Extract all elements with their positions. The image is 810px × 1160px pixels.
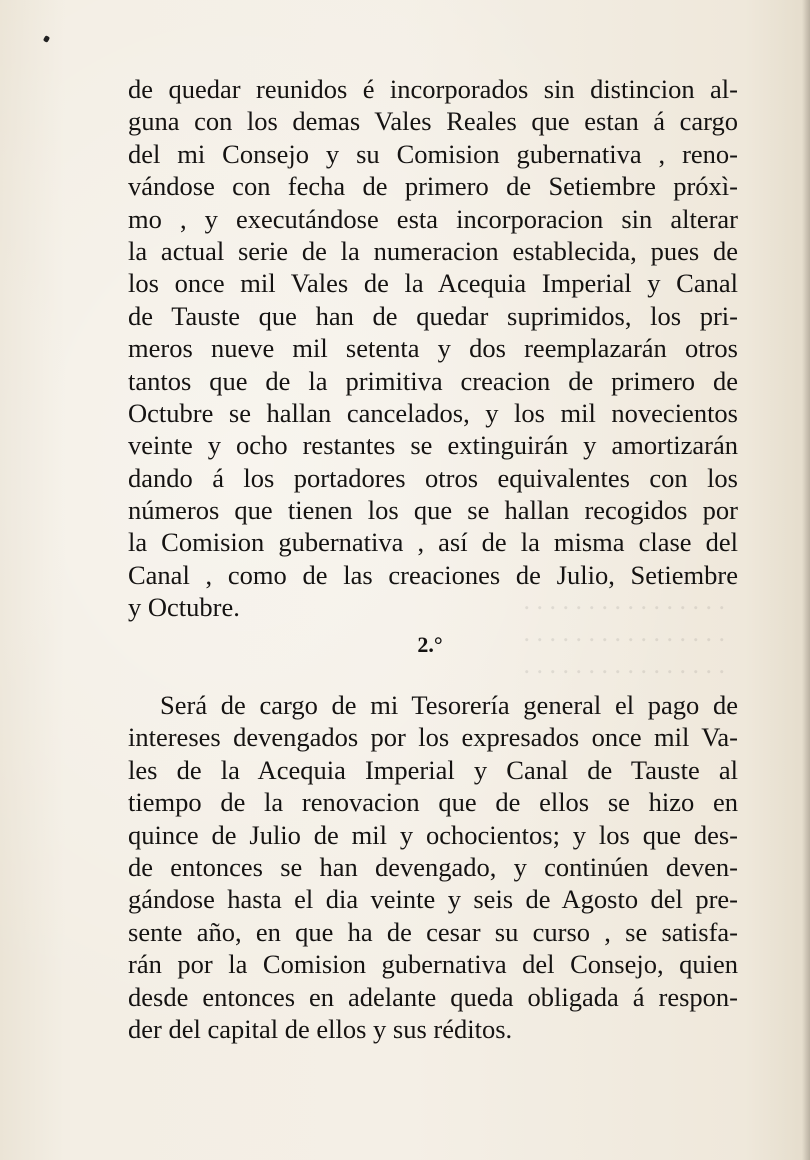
text-line: del mi Consejo y su Comision gubernativa , reno- [128, 138, 738, 169]
text-line: les de la Acequia Imperial y Canal de Tauste al [128, 754, 738, 785]
text-line: de entonces se han devengado, y continúen deven- [128, 851, 738, 882]
text-line: números que tienen los que se hallan recogidos por [128, 495, 738, 526]
page-edge-shadow [802, 0, 810, 1160]
text-line: de quedar reunidos é incorporados sin distincion al- [128, 74, 738, 104]
paragraph-2 [128, 689, 738, 1045]
text-line: guna con los demas Vales Reales que estan á cargo [128, 106, 738, 137]
text-line: intereses devengados por los expresados once mil Va- [128, 722, 738, 753]
text-line: de Tauste que han de quedar suprimidos, los pri- [128, 300, 738, 331]
text-line: la Comision gubernativa , así de la misma clase del [128, 527, 738, 558]
show-through-text: . . . . . . . . . . . . . . . . . . . . . . . . . . . . . . . . . . . . . . . . . . . . . . . . [523, 586, 725, 679]
ink-speck [43, 35, 50, 43]
text-line: desde entonces en adelante queda obligada á respon- [128, 981, 738, 1012]
text-line: veinte y ocho restantes se extinguirán y amortizarán [128, 430, 738, 461]
text-line: quince de Julio de mil y ochocientos; y los que des- [128, 819, 738, 850]
text-line: vándose con fecha de primero de Setiembre próxì- [128, 171, 738, 202]
section-number [0, 632, 810, 658]
text-line: der del capital de ellos y sus réditos. [128, 1013, 513, 1044]
text-line: la actual serie de la numeracion establecida, pues de [128, 235, 738, 266]
text-line: rán por la Comision gubernativa del Consejo, quien [128, 949, 738, 980]
paragraph-1 [128, 73, 738, 624]
text-line: tiempo de la renovacion que de ellos se hizo en [128, 787, 738, 818]
text-line: meros nueve mil setenta y dos reemplazarán otros [128, 333, 738, 364]
text-line: Canal , como de las creaciones de Julio, Setiembre [128, 559, 738, 590]
text-line: sente año, en que ha de cesar su curso , se satisfa- [128, 916, 738, 947]
section-number-label: 2.° [417, 632, 443, 657]
text-line: tantos que de la primitiva creacion de primero de [128, 365, 738, 396]
text-line: mo , y executándose esta incorporacion sin alterar [128, 203, 738, 234]
text-line: Será de cargo de mi Tesorería general el pago de [160, 690, 738, 720]
text-line: Octubre se hallan cancelados, y los mil novecientos [128, 397, 738, 428]
text-line: y Octubre. [128, 592, 240, 623]
text-line: dando á los portadores otros equivalentes con los [128, 462, 738, 493]
text-line: los once mil Vales de la Acequia Imperial y Canal [128, 268, 738, 299]
text-line: gándose hasta el dia veinte y seis de Agosto del pre- [128, 884, 738, 915]
